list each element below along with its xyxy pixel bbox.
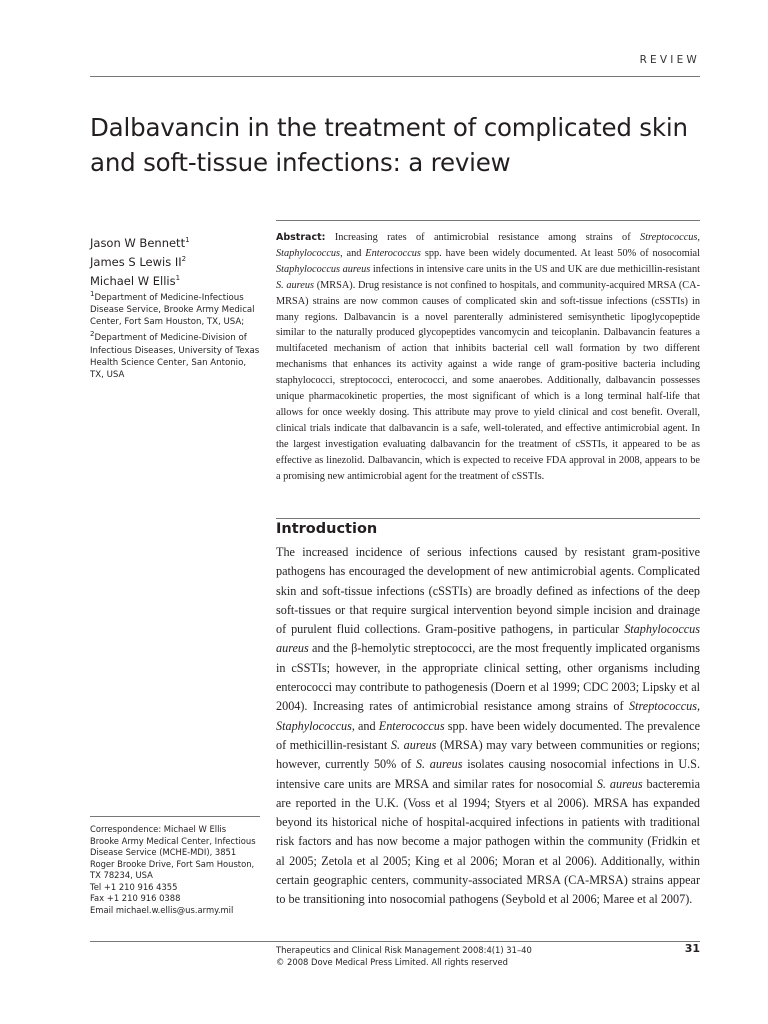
abstract-rule — [276, 220, 700, 221]
author-list — [90, 232, 260, 288]
correspondence-line: Roger Brooke Drive, Fort Sam Houston, — [90, 858, 255, 869]
affiliation: $^1$Department of Medicine-Infectious Disease Service, Brooke Army Medical Center, Fort Sam Houston, TX, USA; — [90, 290, 255, 328]
affiliations — [90, 288, 262, 381]
correspondence-rule — [90, 816, 260, 817]
correspondence-block — [90, 824, 266, 916]
article-title: Dalbavancin in the treatment of complicated skin and soft-tissue infections: a review — [90, 113, 688, 177]
author: James S Lewis $II^2$ — [90, 254, 187, 269]
correspondence-email[interactable]: Email michael.w.ellis@us.army.mil — [90, 904, 234, 915]
footer-rule — [90, 941, 700, 942]
affiliation: $^2$Department of Medicine-Division of Infectious Diseases, University of Texas Health Science Center, San Antonio, TX, USA — [90, 330, 260, 380]
introduction-body: The increased incidence of serious infections caused by resistant gram-positive pathogens has encouraged the development of new antimicrobial agents. Complicated skin and soft-tissue infections (cSSTIs) are broadly defined as infections of the deep soft-tissues or that require surgical intervention beyond simple incision and drainage of purulent fluid collections. Gram-positive pathogens, in particular Staphylococcus aureus and the β-hemolytic streptococci, are the most frequently implicated organisms in cSSTIs; however, in the appropriate clinical setting, other organisms including enterococci may contribute to pathogenesis (Doern et al 1999; CDC 2003; Lipsky et al 2004). Increasing rates of antimicrobial resistance among strains of Streptococcus, Staphylococcus, and Enterococcus spp. have been widely documented. The prevalence of methicillin-resistant S. aureus (MRSA) may vary between communities or regions; however, currently 50% of S. aureus isolates causing nosocomial infections in U.S. intensive care units are MRSA and similar rates for nosocomial S. aureus bacteremia are reported in the U.K. (Voss et al 1994; Styers et al 2006). MRSA has expanded beyond its historical niche of hospital-acquired infections in patients with traditional risk factors and has now become a major pathogen within the community (Fridkin et al 2005; Zetola et al 2005; King et al 2006; Moran et al 2006). Additionally, within certain geographic centers, community-associated MRSA (CA-MRSA) strains appear to be transitioning into nosocomial pathogens (Seybold et al 2006; Maree et al 2007). — [276, 545, 701, 907]
abstract-label: Abstract: — [276, 232, 326, 243]
abstract: Abstract: Increasing rates of antimicrobial resistance among strains of Streptococcus, Staphylococcus, and Enterococcus spp. have been widely documented. At least 50% of nosocomial Staphylococcus aureus infections in intensive care units in the US and UK are due methicillin-resistant S. aureus (MRSA). Drug resistance is not confined to hospitals, and community-acquired MRSA (CA-MRSA) strains are now common causes of complicated skin and soft-tissue infections (cSSTIs) in many regions. Dalbavancin is a novel parenterally administered semisynthetic lipoglycopeptide similar to the naturally produced glycopeptides vancomycin and teicoplanin. Dalbavancin features a multifaceted mechanism of action that inhibits bacterial cell wall formation by two different mechanisms that enhances its activity against a wide range of gram-positive bacteria including staphylococci, streptococci, enterococci, and some anaerobes. Additionally, dalbavancin possesses unique pharmacokinetic properties, the most significant of which is a long terminal half-life that allows for once weekly dosing. This attribute may prove to yield clinical and cost benefit. Overall, clinical trials indicate that dalbavancin is a safe, well-tolerated, and effective antimicrobial agent. In the largest investigation evaluating dalbavancin for the treatment of cSSTIs, it appeared to be as effective as linezolid. Dalbavancin, which is expected to receive FDA approval in 2008, appears to be a promising new antimicrobial agent for the treatment of cSSTIs. — [276, 232, 700, 482]
author: Michael W Ellis$^1$ — [90, 273, 181, 288]
correspondence-line: Brooke Army Medical Center, Infectious — [90, 835, 256, 846]
correspondence-line: Fax +1 210 916 0388 — [90, 893, 181, 903]
page-number: 31 — [684, 942, 700, 955]
correspondence-line: Disease Service (MCHE-MDI), 3851 — [90, 847, 237, 857]
introduction-rule — [276, 518, 700, 519]
correspondence-line: Tel +1 210 916 4355 — [90, 881, 178, 892]
footer-copyright: © 2008 Dove Medical Press Limited. All rights reserved — [276, 957, 508, 967]
correspondence-line: Correspondence: Michael W Ellis — [90, 824, 227, 834]
introduction-heading: Introduction — [276, 521, 378, 537]
top-rule — [90, 76, 700, 77]
author: Jason W Bennett$^1$ — [90, 235, 190, 250]
section-label: REVIEW — [639, 54, 700, 66]
correspondence-line: TX 78234, USA — [90, 870, 153, 880]
footer-journal-citation: Therapeutics and Clinical Risk Management 2008:4(1) 31–40 — [276, 945, 532, 955]
